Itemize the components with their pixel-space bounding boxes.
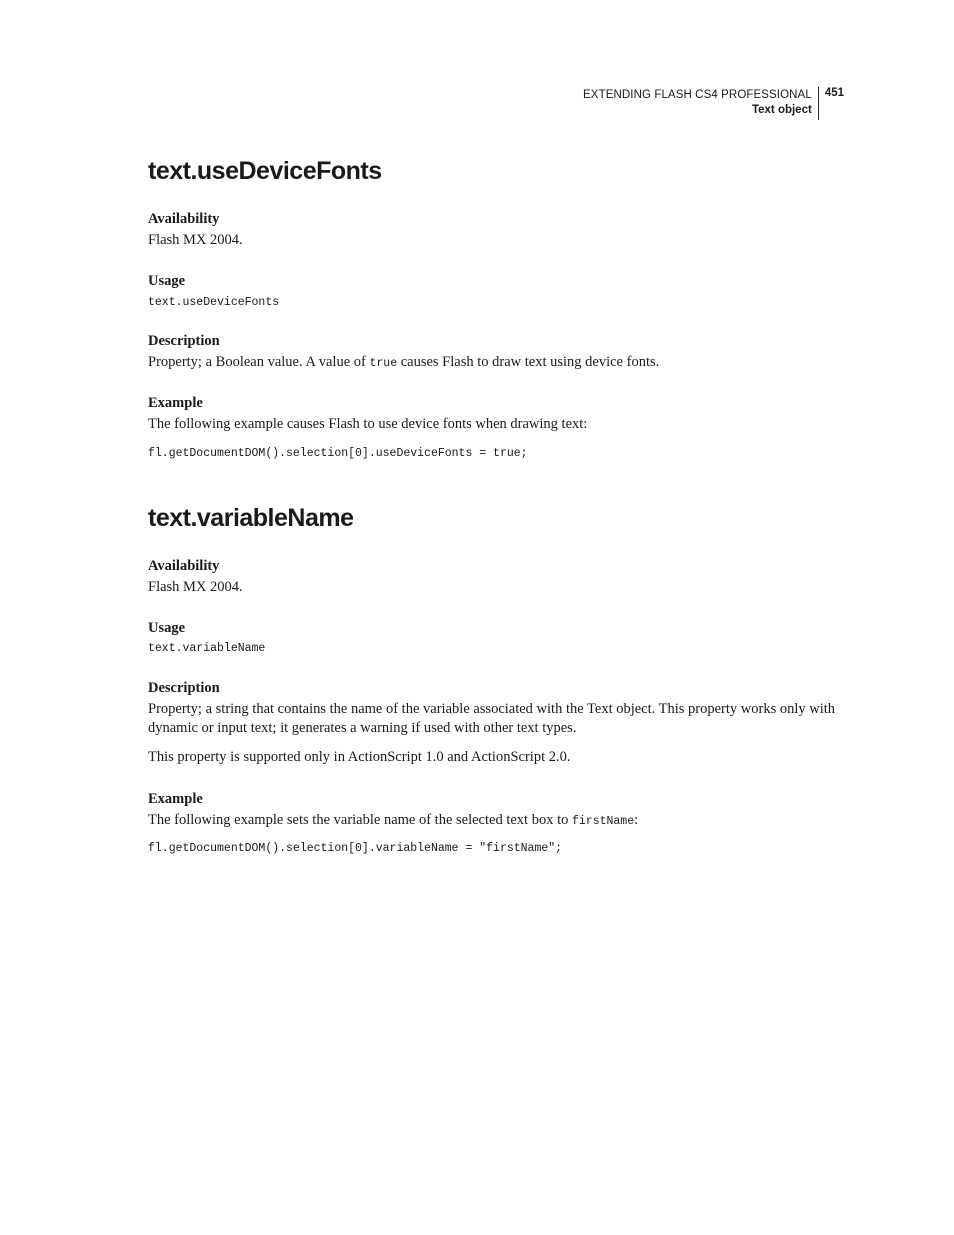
example-code: fl.getDocumentDOM().selection[0].variableName = "firstName"; bbox=[148, 842, 563, 855]
availability-value: Flash MX 2004. bbox=[148, 232, 243, 248]
description-line-2: dynamic or input text; it generates a warning if used with other text types. bbox=[148, 720, 577, 736]
inline-code-true: true bbox=[369, 357, 398, 370]
description-line-1: Property; a string that contains the name of the variable associated with the Text object. This property works only with bbox=[148, 701, 836, 717]
entry-title: text.variableName bbox=[148, 504, 354, 532]
description-text-start: Property; a Boolean value. A value of bbox=[148, 354, 370, 370]
running-header bbox=[583, 87, 844, 120]
availability-label: Availability bbox=[148, 558, 220, 574]
example-code: fl.getDocumentDOM().selection[0].useDeviceFonts = true; bbox=[148, 447, 528, 460]
example-text bbox=[148, 811, 638, 831]
availability-value: Flash MX 2004. bbox=[148, 579, 243, 595]
header-section-title: Text object bbox=[751, 104, 812, 116]
usage-label: Usage bbox=[148, 620, 186, 636]
description-label: Description bbox=[148, 680, 220, 696]
description-note: This property is supported only in ActionScript 1.0 and ActionScript 2.0. bbox=[148, 749, 571, 765]
example-label: Example bbox=[148, 395, 203, 411]
description-text bbox=[148, 353, 659, 373]
usage-code: text.useDeviceFonts bbox=[148, 296, 280, 309]
usage-code: text.variableName bbox=[148, 642, 266, 655]
header-book-title: EXTENDING FLASH CS4 PROFESSIONAL bbox=[583, 89, 812, 101]
example-text-start: The following example sets the variable name of the selected text box to bbox=[148, 812, 572, 828]
availability-label: Availability bbox=[148, 211, 220, 227]
example-label: Example bbox=[148, 791, 203, 807]
description-label: Description bbox=[148, 333, 220, 349]
usage-label: Usage bbox=[148, 273, 186, 289]
example-text-end: : bbox=[634, 812, 639, 828]
inline-code-firstname: firstName bbox=[571, 815, 635, 828]
header-text-block bbox=[583, 87, 819, 120]
example-text: The following example causes Flash to use device fonts when drawing text: bbox=[148, 416, 588, 432]
entry-title: text.useDeviceFonts bbox=[148, 157, 382, 185]
description-text-end: causes Flash to draw text using device fonts. bbox=[397, 354, 660, 370]
page-number: 451 bbox=[824, 87, 844, 99]
